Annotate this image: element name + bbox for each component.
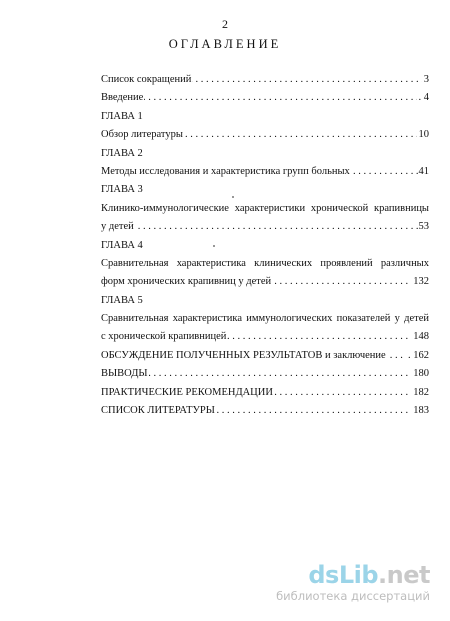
toc-entry-page: . 4 (417, 89, 430, 107)
toc-entry-text: ОБСУЖДЕНИЕ ПОЛУЧЕННЫХ РЕЗУЛЬТАТОВ и заключение (101, 349, 386, 361)
toc-entry-text: Обзор литературы (101, 129, 183, 141)
toc-entry-text: у детей (101, 221, 134, 233)
toc-entry-text: Методы исследования и характеристика групп больных (101, 165, 350, 177)
toc-entry-text: СПИСОК ЛИТЕРАТУРЫ (101, 405, 215, 417)
table-of-contents (101, 71, 429, 420)
scan-speck (213, 245, 215, 247)
toc-entry-conclusions (101, 365, 429, 383)
toc-chapter-4: ГЛАВА 4 (101, 239, 143, 251)
toc-entry-chapter4-line1: Сравнительная характеристика клинических проявлений различных (101, 257, 429, 269)
watermark-brand-suffix: .net (378, 561, 430, 589)
toc-entry-abbreviations (101, 71, 429, 89)
toc-chapter-3: ГЛАВА 3 (101, 184, 143, 196)
toc-entry-page: 132 (411, 273, 429, 291)
toc-entry-page: 180 (411, 365, 429, 383)
toc-entry-page: . 162 (406, 347, 429, 365)
toc-entry-page: .53 (414, 218, 429, 236)
watermark (276, 562, 430, 603)
toc-entry-page: 3 (422, 71, 429, 89)
toc-entry-recommendations (101, 384, 429, 402)
toc-entry-chapter5-line1: Сравнительная характеристика иммунологических показателей у детей (101, 313, 429, 325)
toc-entry-discussion (101, 347, 429, 365)
toc-entry-page: 148 (411, 328, 429, 346)
toc-entry-page: 10 (417, 126, 430, 144)
toc-chapter-1: ГЛАВА 1 (101, 110, 143, 122)
toc-entry-text: Введение (101, 92, 144, 104)
toc-entry-text: с хронической крапивницей (101, 331, 227, 343)
toc-chapter-2: ГЛАВА 2 (101, 147, 143, 159)
toc-entry-chapter3-line1: Клинико-иммунологические характеристики хронической крапивницы (101, 202, 429, 214)
watermark-brand: dsLib (308, 561, 379, 589)
toc-entry-literature-review (101, 126, 429, 144)
toc-chapter-5: ГЛАВА 5 (101, 294, 143, 306)
toc-entry-text: форм хронических крапивниц у детей (101, 276, 272, 288)
toc-entry-text: ПРАКТИЧЕСКИЕ РЕКОМЕНДАЦИИ (101, 386, 273, 398)
toc-entry-chapter4-line2 (101, 273, 429, 291)
page-number: 2 (222, 17, 228, 31)
toc-heading: ОГЛАВЛЕНИЕ (168, 37, 282, 51)
toc-entry-references (101, 402, 429, 420)
scan-speck (232, 196, 234, 198)
toc-entry-page: .41 (414, 163, 429, 181)
watermark-logo (276, 562, 430, 588)
watermark-subtitle: библиотека диссертаций (276, 589, 430, 603)
toc-entry-chapter3-line2 (101, 218, 429, 236)
toc-entry-text: ВЫВОДЫ (101, 368, 148, 380)
toc-entry-text: Список сокращений (101, 74, 192, 85)
toc-entry-introduction (101, 89, 429, 107)
toc-entry-page: 182 (411, 384, 429, 402)
toc-entry-chapter5-line2 (101, 328, 429, 346)
toc-entry-methods (101, 163, 429, 181)
toc-entry-page: 183 (411, 402, 429, 420)
